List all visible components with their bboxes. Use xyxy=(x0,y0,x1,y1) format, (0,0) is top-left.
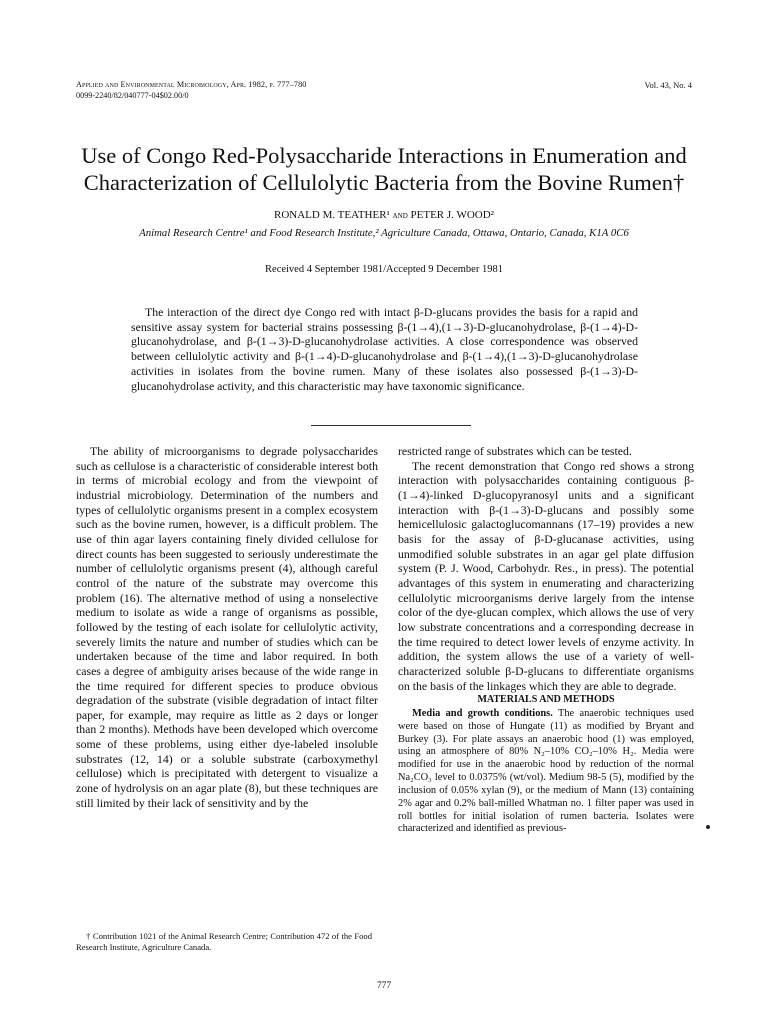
volume-issue: Vol. 43, No. 4 xyxy=(644,80,692,90)
author-line xyxy=(60,209,708,221)
page-number: 777 xyxy=(376,981,392,991)
methods-text: The anaerobic techniques used were based on those of Hungate (11) as modified by Bryant and Burkey (3). For plate assays an anaerobic hood (1) was employed, using an atmosphere of 80% N₂–10% CO₂–10% H₂. Media were modified for use in the anaerobic hood by reduction of the normal Na₂CO₃ level to 0.0375% (wt/vol). Medium 98-5 (5), modified by the inclusion of 0.05% xylan (9), or the medium of Mann (13) containing 2% agar and 0.2% ball-milled Whatman no. 1 filter paper was used in roll bottles for initial isolation of rumen bacteria. Isolates were characterized and identified as previous- xyxy=(398,707,694,835)
footnote xyxy=(76,931,372,953)
abstract: The interaction of the direct dye Congo red with intact β-D-glucans provides the basis for a rapid and sensitive assay system for bacterial strains possessing β-(1→4),(1→3)-D-glucanohydrolase, β-(1→4)-D-glucanohydrolase, and β-(1→3)-D-glucanohydrolase activities. A close correspondence was observed between cellulolytic activity and β-(1→4)-D-glucanohydrolase and β-(1→4),(1→3)-D-glucanohydrolase activities in isolates from the bovine rumen. Many of these isolates also possessed β-(1→3)-D-glucanohydrolase activity, and this characteristic may have taxonomic significance. xyxy=(131,304,638,393)
affiliation: Animal Research Centre¹ and Food Research Institute,² Agriculture Canada, Ottawa, Ontario, Canada, K1A 0C6 xyxy=(139,227,629,239)
footnote-text: † Contribution 1021 of the Animal Research Centre; Contribution 472 of the Food Research Institute, Agriculture Canada. xyxy=(76,931,372,952)
left-column xyxy=(76,444,378,810)
abstract-divider xyxy=(311,425,471,426)
right-column xyxy=(398,444,694,836)
section-heading: MATERIALS AND METHODS xyxy=(477,694,615,706)
running-header-left xyxy=(76,80,307,101)
continued-paragraph: restricted range of substrates which can be tested. xyxy=(398,444,632,458)
article-title: Use of Congo Red-Polysaccharide Interactions in Enumeration and Characterization of Cellulolytic Bacteria from the Bovine Rumen† xyxy=(81,143,687,195)
methods-paragraph xyxy=(398,708,694,836)
author-conjunction: and xyxy=(392,211,408,221)
article-code: 0099-2240/82/040777-04$02.00/0 xyxy=(76,90,189,100)
author-wood: PETER J. WOOD² xyxy=(410,209,494,221)
methods-runin-heading: Media and growth conditions. xyxy=(412,707,553,719)
received-dates: Received 4 September 1981/Accepted 9 December 1981 xyxy=(265,264,503,275)
journal-citation: Applied and Environmental Microbiology, Apr. 1982, p. 777–780 xyxy=(76,80,307,89)
intro-paragraph: The ability of microorganisms to degrade polysaccharides such as cellulose is a characteristic of considerable interest both in terms of microbial ecology and from the viewpoint of industrial microbiology. Determination of the numbers and types of cellulolytic organisms present in a complex ecosystem such as the bovine rumen, however, is a difficult problem. The use of thin agar layers containing finely divided cellulose for direct counts has been suggested to seriously underestimate the number of cellulolytic organisms present (4), although careful control of the nature of the substrate may overcome this problem (16). The alternative method of using a nonselective medium to isolate as wide a range of organisms as possible, followed by the testing of each isolate for cellulolytic activity, severely limits the nature and number of studies which can be undertaken because of the time and labor required. In both cases a degree of ambiguity arises because of the wide range in the time required for different species to produce obvious degradation of the substrate (visible degradation of intact filter paper, for example, may require as little as 2 days or longer than 2 months). Methods have been developed which overcome some of these problems, using either dye-labeled insoluble substrates (12, 14) or a soluble substrate (carboxymethyl cellulose) which is precipitated with detergent to visualize a zone of hydrolysis on an agar plate (8), but these techniques are still limited by their lack of sensitivity and by the xyxy=(76,444,378,810)
author-teather: RONALD M. TEATHER¹ xyxy=(274,209,390,221)
margin-dot xyxy=(706,825,710,829)
congo-red-paragraph: The recent demonstration that Congo red shows a strong interaction with polysaccharides containing contiguous β-(1→4)-linked D-glucopyranosyl units and a significant interaction with β-(1→3)-D-glucans and possibly some hemicellulosic galactoglucomannans (17–19) provides a new basis for the assay of β-D-glucanase activities, using unmodified soluble substrates in an agar gel plate diffusion system (P. J. Wood, Carbohydr. Res., in press). The potential advantages of this system in enumerating and characterizing cellulolytic microorganisms derive largely from the intense color of the dye-glucan complex, which allows the use of very low substrate concentrations and a corresponding decrease in the time required to detect lower levels of enzyme activity. In addition, the system allows the use of a variety of well-characterized soluble β-D-glucans to differentiate organisms on the basis of the linkages which they are able to degrade. xyxy=(398,458,694,693)
